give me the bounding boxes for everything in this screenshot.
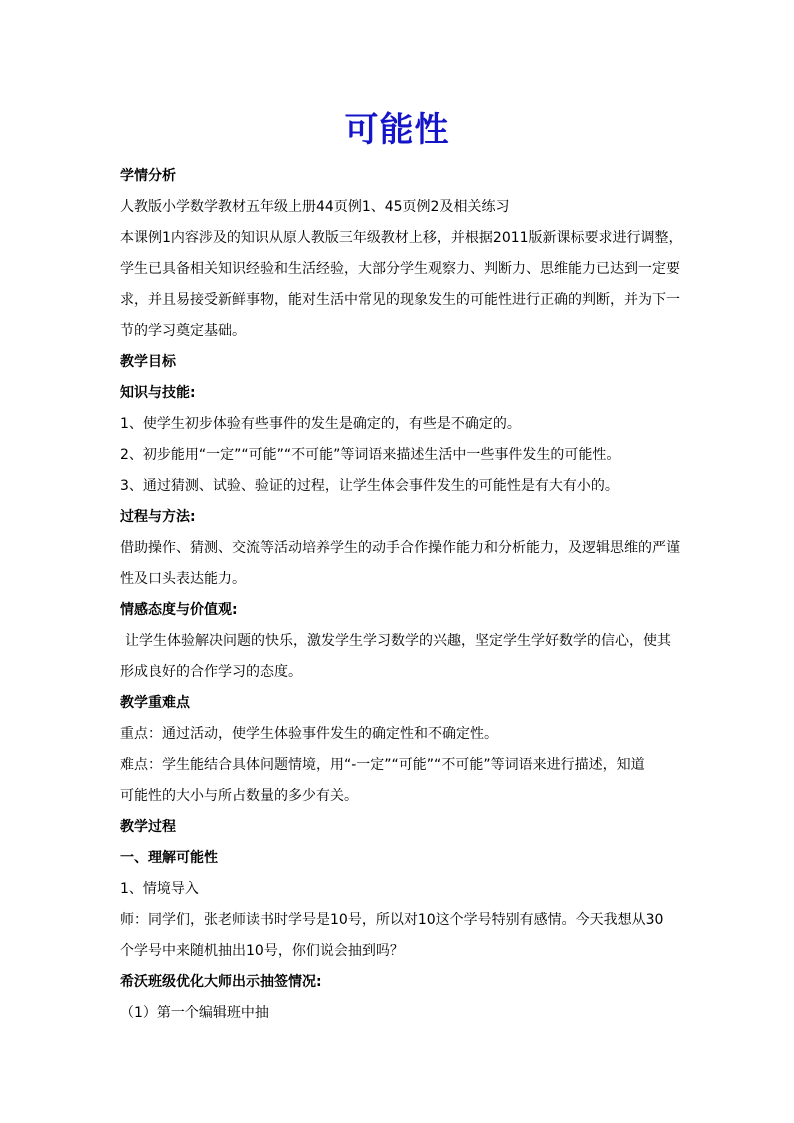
heading-learning-analysis: 学情分析 (120, 168, 176, 184)
paragraph-line: 重点：通过活动，使学生体验事件发生的确定性和不确定性。 (120, 726, 498, 742)
subheading-lottery-display: 希沃班级优化大师出示抽签情况: (120, 974, 322, 990)
paragraph-line: 形成良好的合作学习的态度。 (120, 664, 302, 680)
subheading-emotion-values: 情感态度与价值观: (120, 602, 238, 618)
list-item: 3、通过猜测、试验、验证的过程，让学生体会事件发生的可能性是有大有小的。 (120, 478, 619, 494)
list-item: 2、初步能用“一定”“可能”“不可能”等词语来描述生活中一些事件发生的可能性。 (120, 447, 621, 463)
subheading-understand-possibility: 一、理解可能性 (120, 850, 218, 866)
paragraph-line: （1）第一个编辑班中抽 (120, 1005, 269, 1021)
list-item: 1、使学生初步体验有些事件的发生是确定的，有些是不确定的。 (120, 416, 521, 432)
paragraph-line: 求，并且易接受新鲜事物，能对生活中常见的现象发生的可能性进行正确的判断，并为下一 (120, 292, 680, 308)
subheading-knowledge-skills: 知识与技能: (120, 385, 196, 401)
document-title: 可能性 (344, 110, 450, 150)
paragraph-line: 难点：学生能结合具体问题情境，用“-一定”“可能”“不可能”等词语来进行描述，知道 (120, 757, 645, 773)
subheading-process-methods: 过程与方法: (120, 509, 196, 525)
paragraph-line: 让学生体验解决问题的快乐，激发学生学习数学的兴趣，坚定学生学好数学的信心，使其 (125, 633, 671, 649)
heading-teaching-goals: 教学目标 (120, 354, 176, 370)
paragraph-line: 师：同学们，张老师读书时学号是10号，所以对10这个学号特别有感情。今天我想从30 (120, 912, 664, 928)
paragraph-line: 借助操作、猜测、交流等活动培养学生的动手合作操作能力和分析能力，及逻辑思维的严谨 (120, 540, 680, 556)
paragraph-line: 可能性的大小与所占数量的多少有关。 (120, 788, 358, 804)
paragraph-line: 人教版小学数学教材五年级上册44页例1、45页例2及相关练习 (120, 199, 510, 215)
heading-teaching-process: 教学过程 (120, 819, 176, 835)
paragraph-line: 性及口头表达能力。 (120, 571, 246, 587)
paragraph-line: 本课例1内容涉及的知识从原人教版三年级教材上移，并根据2011版新课标要求进行调整， (120, 230, 683, 246)
document-body (120, 161, 683, 1029)
paragraph-line: 学生已具备相关知识经验和生活经验，大部分学生观察力、判断力、思维能力已达到一定要 (120, 261, 680, 277)
paragraph-line: 个学号中来随机抽出10号，你们说会抽到吗？ (120, 943, 404, 959)
paragraph-line: 节的学习奠定基础。 (120, 323, 246, 339)
paragraph-line: 1、情境导入 (120, 881, 199, 897)
heading-key-difficult-points: 教学重难点 (120, 695, 190, 711)
